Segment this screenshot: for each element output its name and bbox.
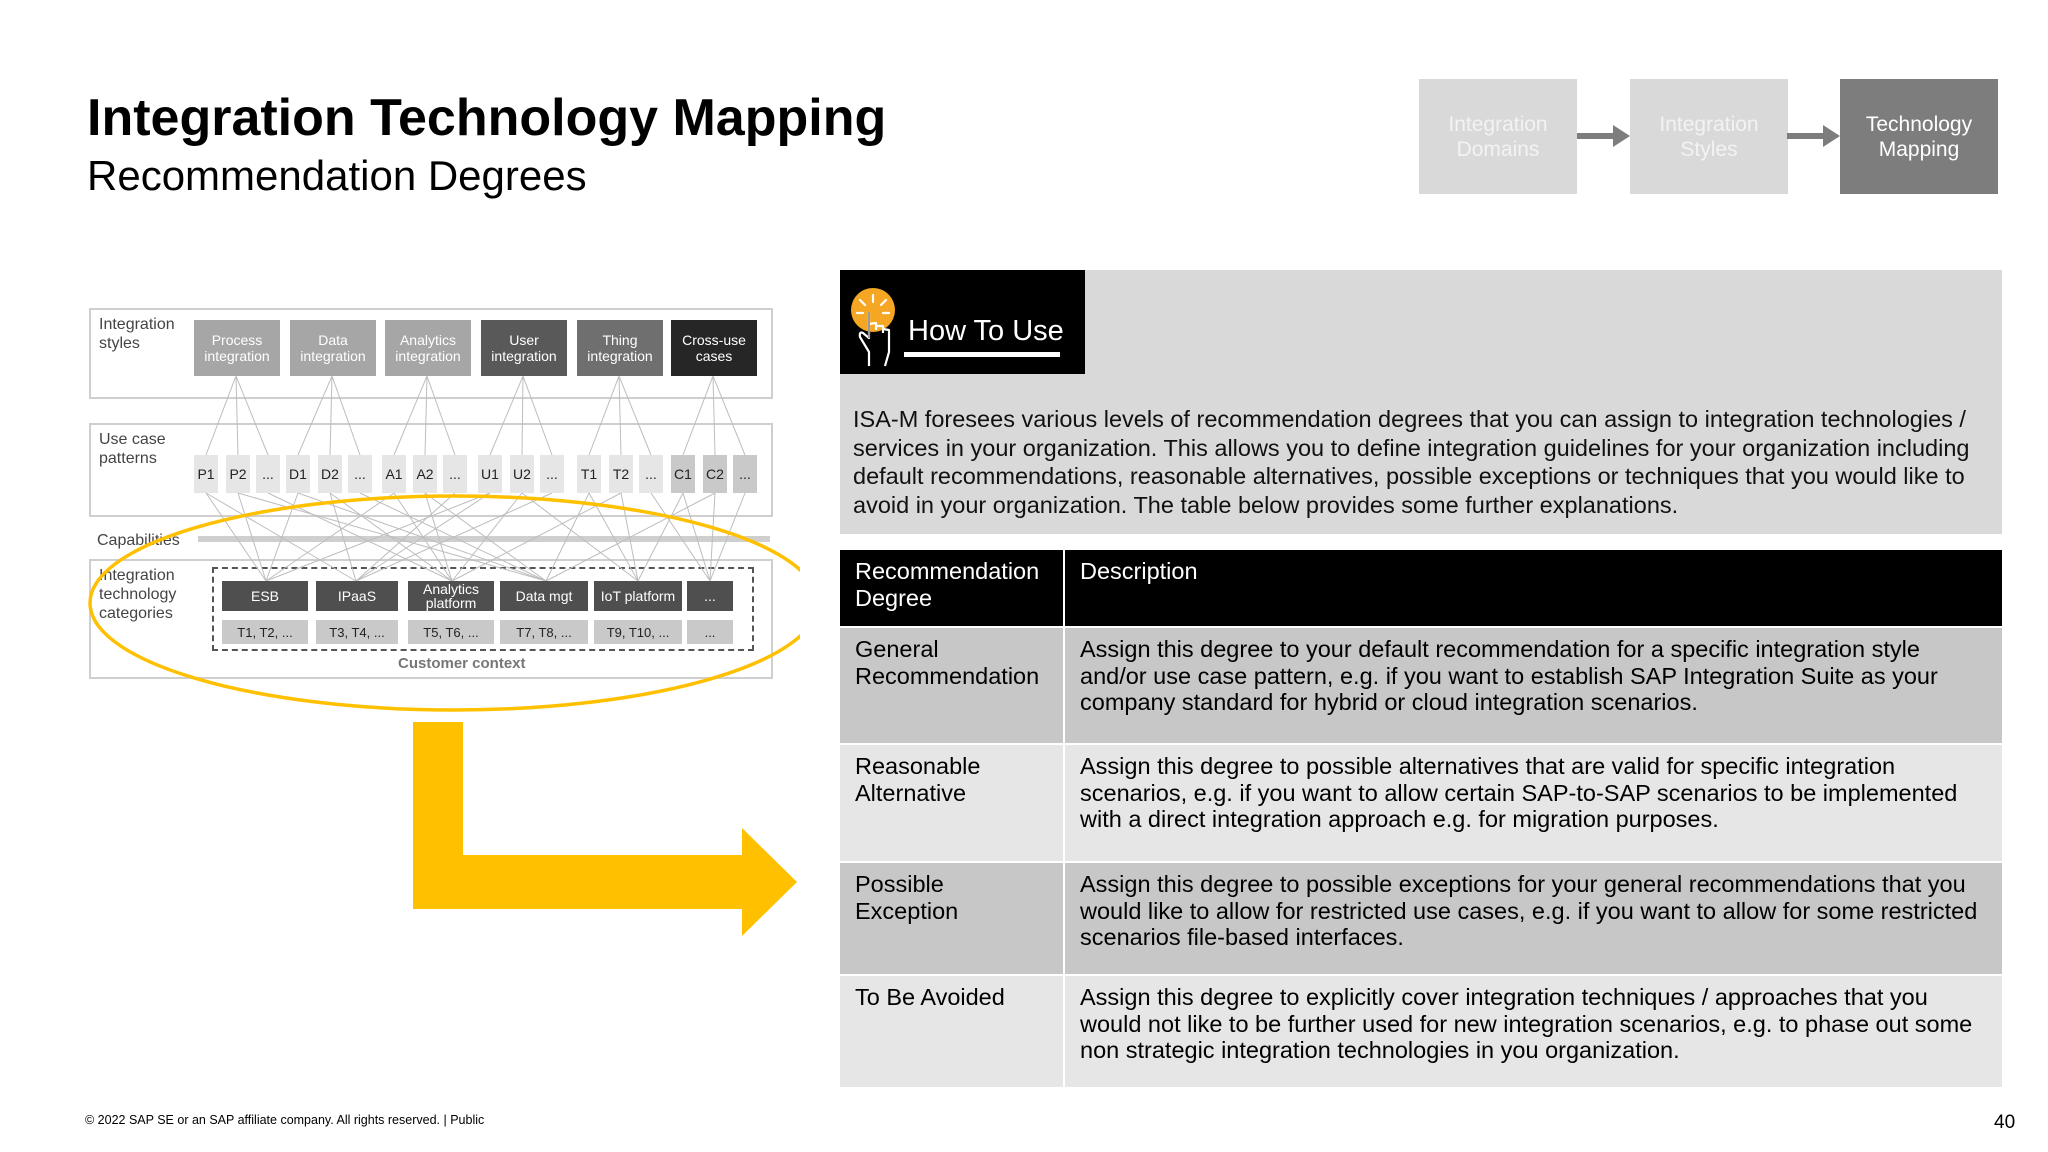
table-row <box>840 627 2002 744</box>
degree-cell: Possible Exception <box>840 862 1064 975</box>
style-data-integration: Data integration <box>290 320 376 376</box>
category-data-mgt: Data mgt <box>500 581 588 611</box>
pattern-d-more: ... <box>348 455 372 493</box>
description-cell: Assign this degree to explicitly cover integration techniques / approaches that you would not like to be further used for new integration scenarios, e.g. to phase out some non strategic integration technologies in you organization. <box>1064 975 2002 1087</box>
category-more: ... <box>687 581 733 611</box>
degree-cell: General Recommendation <box>840 627 1064 744</box>
technology-t3-t4: T3, T4, ... <box>316 620 398 644</box>
step-integration-domains: Integration Domains <box>1419 79 1577 194</box>
step-arrows <box>1577 120 1840 156</box>
pattern-t2: T2 <box>609 455 633 493</box>
highlight-overlay <box>0 0 800 940</box>
technology-more: ... <box>687 620 733 644</box>
patterns-label: Use case patterns <box>99 431 166 467</box>
pattern-p-more: ... <box>256 455 280 493</box>
style-process-integration: Process integration <box>194 320 280 376</box>
categories-label: Integration technology categories <box>99 567 177 622</box>
howto-description: ISA-M foresees various levels of recommendation degrees that you can assign to integration technologies / services in your organization. This allows you to define integration guidelines for your organization including default recommendations, reasonable alternatives, possible exceptions or techniques that you would like to avoid in your organization. The table below provides some further explanations. <box>853 406 1970 518</box>
style-thing-integration: Thing integration <box>577 320 663 376</box>
step-arrow-2 <box>1787 125 1840 147</box>
table-header-degree: Recommendation Degree <box>840 550 1064 627</box>
pattern-d2: D2 <box>318 455 342 493</box>
technology-t7-t8: T7, T8, ... <box>500 620 588 644</box>
category-ipaas: IPaaS <box>316 581 398 611</box>
table-row <box>840 744 2002 862</box>
pattern-a2: A2 <box>413 455 437 493</box>
category-esb: ESB <box>222 581 308 611</box>
pattern-t1: T1 <box>577 455 601 493</box>
style-cross-use-cases: Cross-use cases <box>671 320 757 376</box>
description-cell: Assign this degree to possible alternatives that are valid for specific integration scenarios, e.g. if you want to allow certain SAP-to-SAP scenarios to be implemented with a direct integration approach e.g. for migration purposes. <box>1064 744 2002 862</box>
capabilities-label: Capabilities <box>97 532 180 549</box>
technology-t1-t2: T1, T2, ... <box>222 620 308 644</box>
howto-title: How To Use <box>908 315 1064 347</box>
page-subtitle: Recommendation Degrees <box>87 152 587 199</box>
pattern-a-more: ... <box>443 455 467 493</box>
pattern-p2: P2 <box>226 455 250 493</box>
style-user-integration: User integration <box>481 320 567 376</box>
table-header-description: Description <box>1064 550 2002 627</box>
table-row <box>840 862 2002 975</box>
pattern-u2: U2 <box>510 455 534 493</box>
pattern-u-more: ... <box>540 455 564 493</box>
pattern-p1: P1 <box>194 455 218 493</box>
pattern-c-more: ... <box>733 455 757 493</box>
category-iot-platform: IoT platform <box>594 581 682 611</box>
pattern-c2: C2 <box>703 455 727 493</box>
step-integration-styles: Integration Styles <box>1630 79 1788 194</box>
recommendation-table <box>840 550 2002 1087</box>
description-cell: Assign this degree to possible exceptions for your general recommendations that you would like to allow for restricted use cases, e.g. if you want to allow for some restricted scenarios file-based interfaces. <box>1064 862 2002 975</box>
page-title: Integration Technology Mapping <box>87 89 887 147</box>
page-number: 40 <box>1994 1112 2016 1133</box>
howto-underline <box>904 352 1060 357</box>
pattern-d1: D1 <box>286 455 310 493</box>
technology-t5-t6: T5, T6, ... <box>408 620 494 644</box>
highlight-arrow <box>413 722 797 936</box>
pattern-u1: U1 <box>478 455 502 493</box>
table-header-row <box>840 550 2002 627</box>
touch-hand-icon <box>849 286 899 368</box>
step-technology-mapping: Technology Mapping <box>1840 79 1998 194</box>
step-arrow-1 <box>1577 125 1630 147</box>
table-row <box>840 975 2002 1087</box>
pattern-c1: C1 <box>671 455 695 493</box>
highlight-ellipse <box>90 496 800 710</box>
degree-cell: Reasonable Alternative <box>840 744 1064 862</box>
degree-cell: To Be Avoided <box>840 975 1064 1087</box>
description-cell: Assign this degree to your default recommendation for a specific integration style and/or use case pattern, e.g. if you want to establish SAP Integration Suite as your company standard for hybrid or cloud integration scenarios. <box>1064 627 2002 744</box>
styles-label: Integration styles <box>99 316 175 352</box>
style-analytics-integration: Analytics integration <box>385 320 471 376</box>
pattern-t-more: ... <box>639 455 663 493</box>
copyright-footer: © 2022 SAP SE or an SAP affiliate company. All rights reserved. | Public <box>85 1113 485 1127</box>
customer-context-label: Customer context <box>398 655 526 672</box>
pattern-a1: A1 <box>382 455 406 493</box>
technology-t9-t10: T9, T10, ... <box>594 620 682 644</box>
category-analytics-platform: Analytics platform <box>408 581 494 611</box>
